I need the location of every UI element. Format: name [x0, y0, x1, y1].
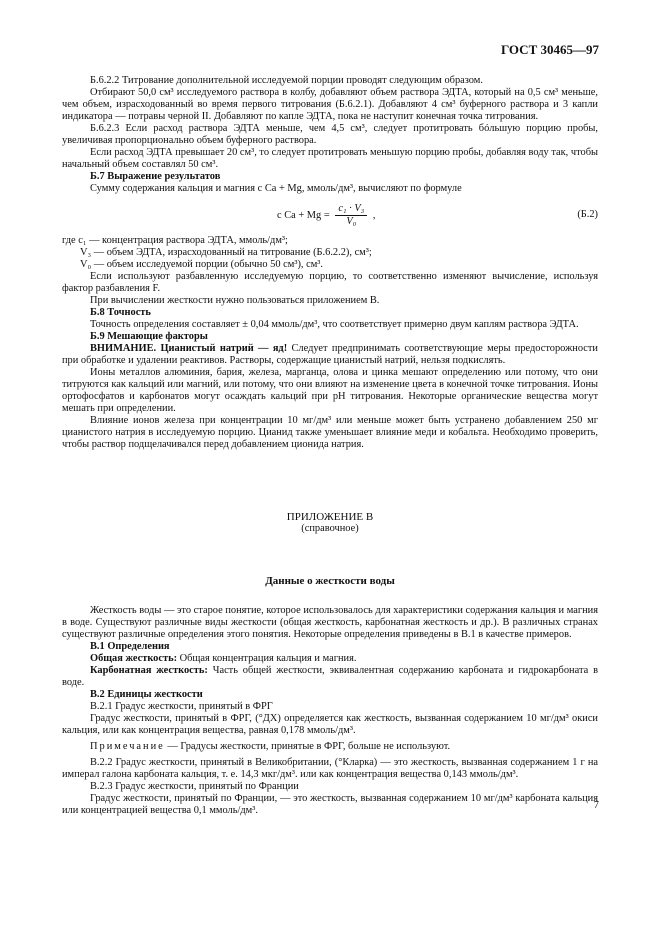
warning-text: Следует предпринимать соответствующие меры предосторожности при обработке и удалении реактивов. Растворы, содержащие цианистый натрий, нельзя подкислять. [62, 343, 598, 366]
definition-v3: V₃ — объем ЭДТА, израсходованный на титрование (Б.6.2.2), см³; [80, 247, 372, 258]
carbonate-hardness-text: Часть общей жесткости, эквивалентная содержанию карбоната и гидрокарбоната в воде. [62, 665, 598, 688]
formula-expression [277, 203, 376, 228]
paragraph-v23-body: Градус жесткости, принятый по Франции, — это жесткость, вызванная содержанием 10 мг/дм³ карбоната кальция или концентрацией вещества 0,1 ммоль/дм³. [62, 793, 598, 816]
definition-carbonate-hardness [62, 665, 598, 689]
heading-b7: Б.7 Выражение результатов [90, 171, 221, 182]
heading-v1: В.1 Определения [90, 641, 170, 652]
formula-number: (Б.2) [577, 209, 598, 220]
formula-fraction [335, 203, 367, 228]
formula-tail: , [372, 209, 376, 221]
formula-b2 [62, 197, 598, 233]
note-label: Примечание [90, 741, 165, 752]
definition-total-hardness [62, 653, 598, 665]
document-header: ГОСТ 30465—97 [500, 42, 599, 57]
appendix-subtitle: (справочное) [301, 523, 359, 534]
note-text: — Градусы жесткости, принятые в ФРГ, больше не используют. [164, 741, 451, 752]
definition-c1: где c₁ — концентрация раствора ЭДТА, ммоль/дм³; [62, 235, 288, 246]
page-content [62, 75, 598, 817]
appendix-heading [62, 511, 598, 535]
paragraph-b623-title: Б.6.2.3 Если расход раствора ЭДТА меньше, чем 4,5 см³, следует протитровать бóльшую порцию пробы, увеличивая пропорционально объем буферного раствора. [62, 123, 598, 146]
paragraph-b622-body: Отбирают 50,0 см³ исследуемого раствора в колбу, добавляют объем раствора ЭДТА, который на 0,5 см³ меньше, чем объем, израсходованный во время первого титрования (Б.6.2.1). Добавляют 4 см³ буферного раствора и 3 капли индикатора — потравы черной II. Добавляют по капле ЭДТА, пока не наступит конечная точка титрования. [62, 87, 598, 122]
appendix-title: ПРИЛОЖЕНИЕ В [286, 511, 374, 523]
formula-lhs: c Ca + Mg = [277, 209, 330, 221]
section-title: Данные о жесткости воды [265, 575, 395, 587]
paragraph-b9-ions: Ионы металлов алюминия, бария, железа, марганца, олова и цинка мешают определению или потому, что они титруются как кальций или магний, или потому, что они влияют на изменение цвета в конечной точке титрования. Ионы ортофосфатов и карбонатов могут осаждать кальций при рН титрования. Некоторые органические вещества могут мешать при определении. [62, 367, 598, 414]
warning-label: ВНИМАНИЕ. Цианистый натрий — яд! [90, 343, 288, 354]
paragraph-b623-body: Если расход ЭДТА превышает 20 см³, то следует протитровать меньшую порцию пробы, добавляя воду так, чтобы начальный объем составлял 50 см³. [62, 147, 598, 170]
paragraph-hardness-intro: Жесткость воды — это старое понятие, которое использовалось для характеристики содержания кальция и магния в воде. Существуют различные виды жесткости (общая жесткость, карбонатная жесткость и др.). В различных странах существуют различные определения этого понятия. Некоторые определения приведены в В.1 в качестве примеров. [62, 605, 598, 640]
paragraph-b7-intro: Сумму содержания кальция и магния c Ca + Mg, ммоль/дм³, вычисляют по формуле [90, 183, 462, 194]
formula-denominator: V₀ [346, 216, 357, 227]
paragraph-b9-iron: Влияние ионов железа при концентрации 10 мг/дм³ или меньше может быть устранено добавлением 250 мг цианистого натрия в исследуемую порцию. Цианид также уменьшает влияние меди и кобальта. Необходимо проверить, чтобы раствор подщелачивался перед добавлением ционида натрия. [62, 415, 598, 450]
heading-v2: В.2 Единицы жесткости [90, 689, 203, 700]
formula-definitions [62, 235, 598, 271]
paragraph-v21-title: В.2.1 Градус жесткости, принятый в ФРГ [90, 701, 273, 712]
carbonate-hardness-term: Карбонатная жесткость: [90, 665, 208, 676]
note-v21 [62, 741, 598, 753]
paragraph-v23-title: В.2.3 Градус жесткости, принятый по Франции [90, 781, 299, 792]
heading-b8: Б.8 Точность [90, 307, 151, 318]
heading-b9: Б.9 Мешающие факторы [90, 331, 208, 342]
formula-numerator: c₁ · V₃ [335, 203, 367, 216]
paragraph-b8: Точность определения составляет ± 0,04 ммоль/дм³, что соответствует примерно двум каплям раствора ЭДТА. [90, 319, 579, 330]
paragraph-b9-warning [62, 343, 598, 367]
paragraph-b7-dilution: Если используют разбавленную исследуемую порцию, то соответственно изменяют вычисление, используя фактор разбавления F. [62, 271, 598, 294]
paragraph-b622-title: Б.6.2.2 Титрование дополнительной исследуемой порции проводят следующим образом. [90, 75, 483, 86]
paragraph-b7-appendix-ref: При вычислении жесткости нужно пользоваться приложением В. [90, 295, 380, 306]
total-hardness-text: Общая концентрация кальция и магния. [177, 653, 357, 664]
paragraph-v21-body: Градус жесткости, принятый в ФРГ, (°ДХ) определяется как жесткость, вызванная содержанием 10 мг/дм³ окиси кальция, или как концентрация вещества, равная 0,178 ммоль/дм³. [62, 713, 598, 736]
total-hardness-term: Общая жесткость: [90, 653, 178, 664]
definition-v0: V₀ — объем исследуемой порции (обычно 50 см³), см³. [80, 259, 324, 270]
page-number: 7 [593, 800, 599, 811]
paragraph-v22: В.2.2 Градус жесткости, принятый в Великобритании, (°Кларка) — это жесткость, вызванная содержанием 1 г на имперал галона карбоната кальция, т. е. 14,3 мкг/дм³. или как концентрация вещества 0,143 ммоль/дм³. [62, 757, 598, 780]
